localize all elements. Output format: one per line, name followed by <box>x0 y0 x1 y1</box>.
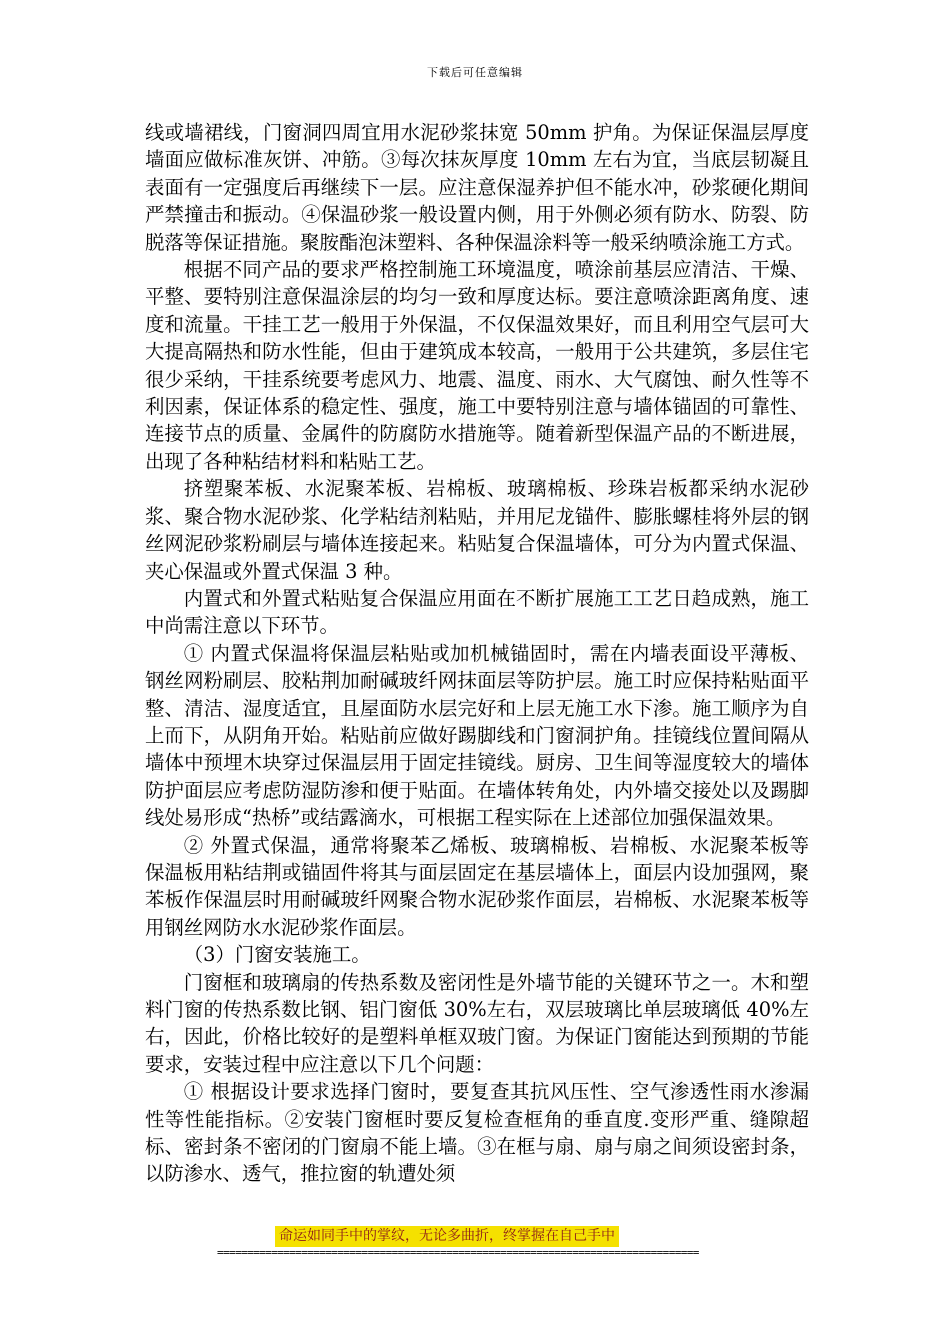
page-header-note: 下载后可任意编辑 <box>427 66 523 79</box>
paragraph-external-insulation: ② 外置式保温，通常将聚苯乙烯板、玻璃棉板、岩棉板、水泥聚苯板等保温板用粘结荆或锚固件将其与面层固定在基层墙体上，面层内设加强网，聚苯板作保温层时用耐碱玻纤网聚合物水泥砂浆作面层，岩棉板、水泥聚苯板等用钢丝网防水水泥砂浆作面层。 <box>145 833 809 939</box>
paragraph-spray-coating: 根据不同产品的要求严格控制施工环境温度，喷涂前基层应清洁、干燥、平整、要特别注意保温涂层的均匀一致和厚度达标。要注意喷涂距离角度、速度和流量。干挂工艺一般用于外保温，不仅保温效果好，而且利用空气层可大大提高隔热和防水性能，但由于建筑成本较高，一般用于公共建筑，多层住宅很少采纳，干挂系统要考虑风力、地震、温度、雨水、大气腐蚀、耐久性等不利因素，保证体系的稳定性、强度，施工中要特别注意与墙体锚固的可靠性、连接节点的质量、金属件的防腐防水措施等。随着新型保温产品的不断进展，出现了各种粘结材料和粘贴工艺。 <box>145 258 809 473</box>
footer-motto-banner: 命运如同手中的掌纹，无论多曲折，终掌握在自己手中 <box>275 1226 619 1247</box>
paragraph-window-checks: ① 根据设计要求选择门窗时，要复查其抗风压性、空气渗透性雨水渗漏性等性能指标。②安装门窗框时要反复检查框角的垂直度.变形严重、缝隙超标、密封条不密闭的门窗扇不能上墙。③在框与扇、扇与扇之间须设密封条，以防渗水、透气，推拉窗的轨遭处须 <box>145 1080 809 1186</box>
document-body <box>145 119 809 1188</box>
section-heading-window-installation: （3）门窗安装施工。 <box>183 943 371 967</box>
paragraph-continued: 线或墙裙线，门窗洞四周宜用水泥砂浆抹宽 50mm 护角。为保证保温层厚度墙面应做标准灰饼、冲筋。③每次抹灰厚度 10mm 左右为宜，当底层韧凝且表面有一定强度后再继续下一层。应注意保湿养护但不能水冲，砂浆硬化期间严禁撞击和振动。④保温砂浆一般设置内侧，用于外侧必须有防水、防裂、防脱落等保证措施。聚胺酯泡沫塑料、各种保温涂料等一般采纳喷涂施工方式。 <box>145 121 809 254</box>
footer-divider-line: ================================================================================ <box>217 1246 699 1259</box>
paragraph-window-frames: 门窗框和玻璃扇的传热系数及密闭性是外墙节能的关键环节之一。木和塑料门窗的传热系数比钢、铝门窗低 30%左右，双层玻璃比单层玻璃低 40%左右，因此，价格比较好的是塑料单框双玻门窗。为保证门窗能达到预期的节能要求，安装过程中应注意以下几个问题： <box>145 970 809 1076</box>
paragraph-internal-insulation: ① 内置式保温将保温层粘贴或加机械锚固时，需在内墙表面设平薄板、钢丝网粉刷层、胶粘荆加耐碱玻纤网抹面层等防护层。施工时应保持粘贴面平整、清洁、湿度适宜，且屋面防水层完好和上层无施工水下渗。施工顺序为自上而下，从阴角开始。粘贴前应做好踢脚线和门窗洞护角。挂镜线位置间隔从墙体中预埋木块穿过保温层用于固定挂镜线。厨房、卫生间等湿度较大的墙体防护面层应考虑防湿防渗和便于贴面。在墙体转角处，内外墙交接处以及踢脚线处易形成“热桥”或结露滴水，可根据工程实际在上述部位加强保温效果。 <box>145 641 809 830</box>
paragraph-composite-insulation: 内置式和外置式粘贴复合保温应用面在不断扩展施工工艺日趋成熟，施工中尚需注意以下环节。 <box>145 586 809 638</box>
paragraph-board-bonding: 挤塑聚苯板、水泥聚苯板、岩棉板、玻璃棉板、珍珠岩板都采纳水泥砂浆、聚合物水泥砂浆、化学粘结剂粘贴，并用尼龙锚件、膨胀螺桂将外层的钢丝网泥砂浆粉刷层与墙体连接起来。粘贴复合保温墙体，可分为内置式保温、夹心保温或外置式保温 3 种。 <box>145 477 809 583</box>
